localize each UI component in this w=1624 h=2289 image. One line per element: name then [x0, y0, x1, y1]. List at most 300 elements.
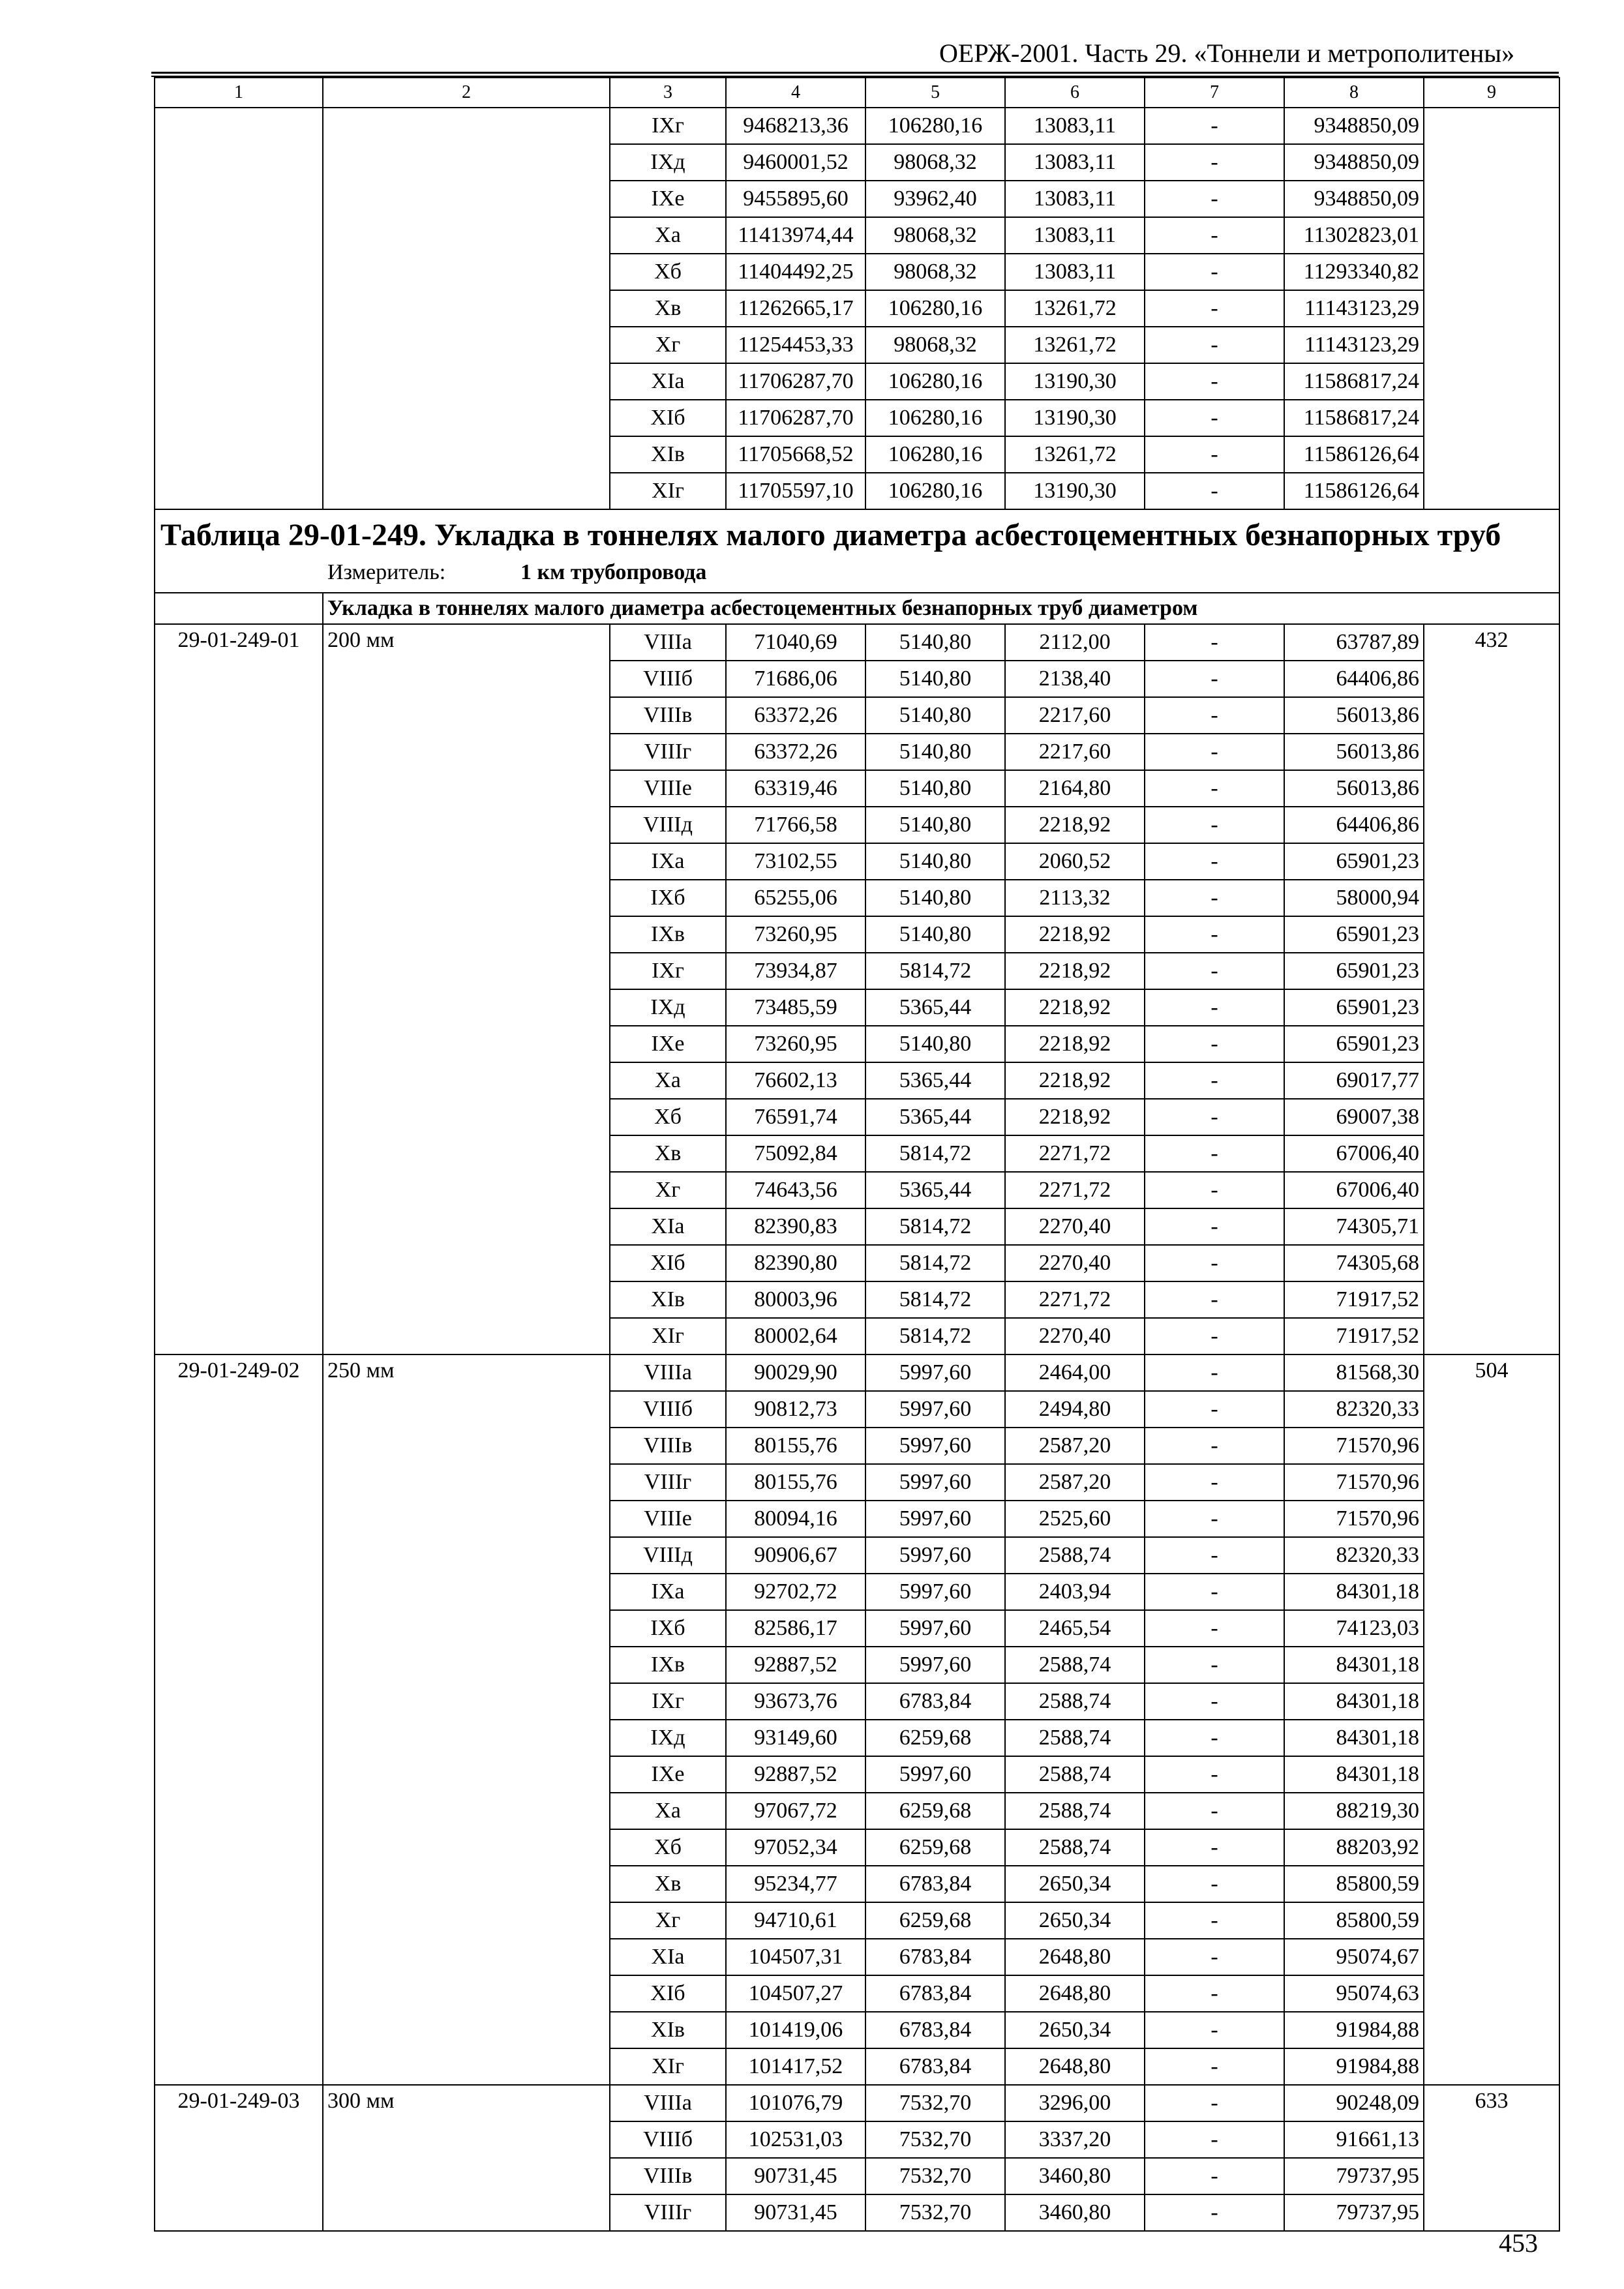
- value-cell: -: [1145, 144, 1284, 181]
- value-cell: -: [1145, 181, 1284, 217]
- value-cell: 91984,88: [1284, 2048, 1424, 2085]
- value-cell: -: [1145, 807, 1284, 843]
- value-cell: -: [1145, 1829, 1284, 1866]
- value-cell: 6783,84: [865, 1939, 1005, 1975]
- value-cell: 5814,72: [865, 1318, 1005, 1354]
- region-class-cell: VIIIг: [610, 2194, 726, 2231]
- value-cell: 2650,34: [1005, 1902, 1145, 1939]
- value-cell: 75092,84: [726, 1135, 865, 1172]
- rate-name: 300 мм: [323, 2085, 610, 2231]
- value-cell: 2218,92: [1005, 916, 1145, 953]
- region-class-cell: Xв: [610, 1135, 726, 1172]
- value-cell: 5814,72: [865, 953, 1005, 989]
- value-cell: -: [1145, 400, 1284, 436]
- value-cell: 2588,74: [1005, 1720, 1145, 1756]
- labor-norm: 432: [1424, 624, 1559, 1354]
- value-cell: 64406,86: [1284, 661, 1424, 697]
- column-number: 4: [726, 78, 865, 108]
- region-class-cell: Xб: [610, 254, 726, 290]
- value-cell: 106280,16: [865, 436, 1005, 473]
- value-cell: 11586126,64: [1284, 436, 1424, 473]
- region-class-cell: VIIIб: [610, 1391, 726, 1428]
- value-cell: 5814,72: [865, 1281, 1005, 1318]
- value-cell: -: [1145, 1354, 1284, 1391]
- region-class-cell: IXд: [610, 1720, 726, 1756]
- value-cell: 5140,80: [865, 624, 1005, 661]
- value-cell: 65901,23: [1284, 1026, 1424, 1062]
- page-header: ОЕРЖ-2001. Часть 29. «Тоннели и метрополитены»: [939, 38, 1515, 68]
- value-cell: 104507,31: [726, 1939, 865, 1975]
- value-cell: 13190,30: [1005, 363, 1145, 400]
- value-cell: -: [1145, 290, 1284, 327]
- value-cell: 84301,18: [1284, 1647, 1424, 1683]
- region-class-cell: IXг: [610, 953, 726, 989]
- value-cell: 2270,40: [1005, 1245, 1145, 1281]
- value-cell: 2648,80: [1005, 2048, 1145, 2085]
- value-cell: -: [1145, 880, 1284, 916]
- value-cell: 6259,68: [865, 1902, 1005, 1939]
- value-cell: 2271,72: [1005, 1172, 1145, 1208]
- value-cell: 95234,77: [726, 1866, 865, 1902]
- value-cell: 6783,84: [865, 1683, 1005, 1720]
- region-class-cell: XIг: [610, 473, 726, 509]
- column-number: 5: [865, 78, 1005, 108]
- value-cell: -: [1145, 1537, 1284, 1574]
- region-class-cell: VIIIв: [610, 697, 726, 734]
- value-cell: -: [1145, 2085, 1284, 2121]
- region-class-cell: XIб: [610, 400, 726, 436]
- value-cell: 98068,32: [865, 144, 1005, 181]
- value-cell: 11706287,70: [726, 363, 865, 400]
- value-cell: 2218,92: [1005, 1062, 1145, 1099]
- value-cell: 84301,18: [1284, 1756, 1424, 1793]
- value-cell: 11404492,25: [726, 254, 865, 290]
- value-cell: 2588,74: [1005, 1537, 1145, 1574]
- value-cell: 2218,92: [1005, 989, 1145, 1026]
- value-cell: 84301,18: [1284, 1720, 1424, 1756]
- value-cell: -: [1145, 770, 1284, 807]
- value-cell: 71570,96: [1284, 1464, 1424, 1501]
- value-cell: 2112,00: [1005, 624, 1145, 661]
- value-cell: -: [1145, 108, 1284, 144]
- header-rule-top: [151, 72, 1559, 74]
- value-cell: 6783,84: [865, 2048, 1005, 2085]
- value-cell: -: [1145, 1026, 1284, 1062]
- value-cell: 65901,23: [1284, 989, 1424, 1026]
- value-cell: 2403,94: [1005, 1574, 1145, 1610]
- value-cell: 11293340,82: [1284, 254, 1424, 290]
- region-class-cell: IXд: [610, 989, 726, 1026]
- value-cell: 63787,89: [1284, 624, 1424, 661]
- region-class-cell: IXб: [610, 1610, 726, 1647]
- value-cell: 3337,20: [1005, 2121, 1145, 2158]
- region-class-cell: XIг: [610, 1318, 726, 1354]
- table-row: [155, 1354, 1559, 1391]
- value-cell: 2588,74: [1005, 1793, 1145, 1829]
- value-cell: 2588,74: [1005, 1829, 1145, 1866]
- value-cell: 11143123,29: [1284, 327, 1424, 363]
- value-cell: -: [1145, 1501, 1284, 1537]
- value-cell: 11302823,01: [1284, 217, 1424, 254]
- value-cell: -: [1145, 1939, 1284, 1975]
- empty-cell: [323, 108, 610, 509]
- value-cell: 65901,23: [1284, 916, 1424, 953]
- value-cell: 13083,11: [1005, 254, 1145, 290]
- value-cell: 7532,70: [865, 2121, 1005, 2158]
- value-cell: 101417,52: [726, 2048, 865, 2085]
- value-cell: 58000,94: [1284, 880, 1424, 916]
- value-cell: 2588,74: [1005, 1647, 1145, 1683]
- value-cell: 9460001,52: [726, 144, 865, 181]
- value-cell: 13261,72: [1005, 436, 1145, 473]
- value-cell: -: [1145, 1866, 1284, 1902]
- region-class-cell: IXв: [610, 1647, 726, 1683]
- value-cell: 74305,68: [1284, 1245, 1424, 1281]
- value-cell: 5140,80: [865, 661, 1005, 697]
- region-class-cell: VIIIа: [610, 2085, 726, 2121]
- value-cell: 2218,92: [1005, 953, 1145, 989]
- rate-code: 29-01-249-03: [155, 2085, 323, 2231]
- column-number: 3: [610, 78, 726, 108]
- value-cell: 2218,92: [1005, 1026, 1145, 1062]
- value-cell: 74643,56: [726, 1172, 865, 1208]
- value-cell: 11705668,52: [726, 436, 865, 473]
- value-cell: 2588,74: [1005, 1683, 1145, 1720]
- value-cell: 69017,77: [1284, 1062, 1424, 1099]
- region-class-cell: IXа: [610, 843, 726, 880]
- value-cell: 98068,32: [865, 327, 1005, 363]
- value-cell: -: [1145, 327, 1284, 363]
- rate-code: 29-01-249-02: [155, 1354, 323, 2085]
- value-cell: 88203,92: [1284, 1829, 1424, 1866]
- value-cell: -: [1145, 1683, 1284, 1720]
- value-cell: 82320,33: [1284, 1537, 1424, 1574]
- value-cell: 88219,30: [1284, 1793, 1424, 1829]
- table-title-row: [155, 509, 1559, 593]
- value-cell: 82586,17: [726, 1610, 865, 1647]
- value-cell: 5140,80: [865, 697, 1005, 734]
- empty-cell: [1424, 108, 1559, 509]
- value-cell: 2271,72: [1005, 1281, 1145, 1318]
- value-cell: -: [1145, 254, 1284, 290]
- value-cell: 5365,44: [865, 989, 1005, 1026]
- value-cell: 5997,60: [865, 1354, 1005, 1391]
- region-class-cell: Xв: [610, 290, 726, 327]
- value-cell: -: [1145, 1647, 1284, 1683]
- value-cell: -: [1145, 1099, 1284, 1135]
- value-cell: 11706287,70: [726, 400, 865, 436]
- region-class-cell: XIг: [610, 2048, 726, 2085]
- column-number: 2: [323, 78, 610, 108]
- value-cell: 2588,74: [1005, 1756, 1145, 1793]
- labor-norm: 504: [1424, 1354, 1559, 2085]
- value-cell: 2217,60: [1005, 697, 1145, 734]
- value-cell: 73102,55: [726, 843, 865, 880]
- value-cell: 98068,32: [865, 254, 1005, 290]
- value-cell: 73934,87: [726, 953, 865, 989]
- value-cell: -: [1145, 1318, 1284, 1354]
- value-cell: -: [1145, 1720, 1284, 1756]
- value-cell: 2218,92: [1005, 1099, 1145, 1135]
- column-number: 7: [1145, 78, 1284, 108]
- value-cell: 6783,84: [865, 2012, 1005, 2048]
- value-cell: 2271,72: [1005, 1135, 1145, 1172]
- value-cell: 85800,59: [1284, 1902, 1424, 1939]
- value-cell: 80094,16: [726, 1501, 865, 1537]
- value-cell: 5140,80: [865, 807, 1005, 843]
- value-cell: 6783,84: [865, 1975, 1005, 2012]
- value-cell: 7532,70: [865, 2158, 1005, 2194]
- value-cell: 11586126,64: [1284, 473, 1424, 509]
- region-class-cell: IXа: [610, 1574, 726, 1610]
- value-cell: 2164,80: [1005, 770, 1145, 807]
- value-cell: 71686,06: [726, 661, 865, 697]
- value-cell: 6259,68: [865, 1720, 1005, 1756]
- value-cell: -: [1145, 1245, 1284, 1281]
- value-cell: 2650,34: [1005, 1866, 1145, 1902]
- region-class-cell: VIIIв: [610, 1428, 726, 1464]
- value-cell: -: [1145, 1902, 1284, 1939]
- value-cell: 11586817,24: [1284, 363, 1424, 400]
- region-class-cell: Xб: [610, 1099, 726, 1135]
- value-cell: 13083,11: [1005, 144, 1145, 181]
- value-cell: 3296,00: [1005, 2085, 1145, 2121]
- value-cell: 13190,30: [1005, 473, 1145, 509]
- value-cell: 13261,72: [1005, 290, 1145, 327]
- region-class-cell: IXд: [610, 144, 726, 181]
- value-cell: -: [1145, 473, 1284, 509]
- region-class-cell: XIв: [610, 2012, 726, 2048]
- value-cell: 9468213,36: [726, 108, 865, 144]
- value-cell: 9455895,60: [726, 181, 865, 217]
- value-cell: 82390,80: [726, 1245, 865, 1281]
- region-class-cell: VIIIа: [610, 1354, 726, 1391]
- value-cell: 63319,46: [726, 770, 865, 807]
- column-number: 9: [1424, 78, 1559, 108]
- value-cell: 69007,38: [1284, 1099, 1424, 1135]
- value-cell: 67006,40: [1284, 1135, 1424, 1172]
- region-class-cell: XIв: [610, 436, 726, 473]
- value-cell: -: [1145, 1793, 1284, 1829]
- value-cell: 5997,60: [865, 1428, 1005, 1464]
- value-cell: -: [1145, 1574, 1284, 1610]
- value-cell: 92887,52: [726, 1647, 865, 1683]
- column-number: 8: [1284, 78, 1424, 108]
- value-cell: 92702,72: [726, 1574, 865, 1610]
- labor-norm: 633: [1424, 2085, 1559, 2231]
- subheader: Укладка в тоннелях малого диаметра асбестоцементных безнапорных труб диаметром: [323, 593, 1559, 624]
- value-cell: 5997,60: [865, 1391, 1005, 1428]
- region-class-cell: IXе: [610, 181, 726, 217]
- value-cell: 3460,80: [1005, 2194, 1145, 2231]
- value-cell: -: [1145, 1172, 1284, 1208]
- table-row: [155, 624, 1559, 661]
- value-cell: -: [1145, 2194, 1284, 2231]
- region-class-cell: IXв: [610, 916, 726, 953]
- value-cell: 90812,73: [726, 1391, 865, 1428]
- value-cell: 85800,59: [1284, 1866, 1424, 1902]
- value-cell: 80155,76: [726, 1428, 865, 1464]
- value-cell: 2218,92: [1005, 807, 1145, 843]
- region-class-cell: XIа: [610, 1939, 726, 1975]
- value-cell: -: [1145, 953, 1284, 989]
- value-cell: 7532,70: [865, 2194, 1005, 2231]
- value-cell: 2217,60: [1005, 734, 1145, 770]
- region-class-cell: VIIIд: [610, 807, 726, 843]
- subheader-row: [155, 593, 1559, 624]
- value-cell: 74123,03: [1284, 1610, 1424, 1647]
- value-cell: 71570,96: [1284, 1428, 1424, 1464]
- rate-code: 29-01-249-01: [155, 624, 323, 1354]
- region-class-cell: Xа: [610, 1062, 726, 1099]
- value-cell: 5997,60: [865, 1647, 1005, 1683]
- value-cell: 97052,34: [726, 1829, 865, 1866]
- region-class-cell: Xг: [610, 1172, 726, 1208]
- rates-table: [154, 77, 1560, 2232]
- value-cell: 71766,58: [726, 807, 865, 843]
- value-cell: 65255,06: [726, 880, 865, 916]
- region-class-cell: XIа: [610, 1208, 726, 1245]
- value-cell: 2648,80: [1005, 1939, 1145, 1975]
- value-cell: 11413974,44: [726, 217, 865, 254]
- value-cell: -: [1145, 2012, 1284, 2048]
- table-title: Таблица 29-01-249. Укладка в тоннелях малого диаметра асбестоцементных безнапорных труб: [160, 518, 1501, 552]
- measure-line: [160, 554, 1554, 589]
- value-cell: 5814,72: [865, 1135, 1005, 1172]
- value-cell: 90731,45: [726, 2194, 865, 2231]
- value-cell: 82320,33: [1284, 1391, 1424, 1428]
- value-cell: 2587,20: [1005, 1464, 1145, 1501]
- value-cell: 79737,95: [1284, 2194, 1424, 2231]
- value-cell: 90248,09: [1284, 2085, 1424, 2121]
- value-cell: -: [1145, 697, 1284, 734]
- value-cell: 6259,68: [865, 1829, 1005, 1866]
- region-class-cell: Xв: [610, 1866, 726, 1902]
- value-cell: 95074,67: [1284, 1939, 1424, 1975]
- value-cell: 5140,80: [865, 1026, 1005, 1062]
- rate-name: 200 мм: [323, 624, 610, 1354]
- value-cell: -: [1145, 1610, 1284, 1647]
- region-class-cell: IXг: [610, 1683, 726, 1720]
- value-cell: -: [1145, 624, 1284, 661]
- value-cell: -: [1145, 1135, 1284, 1172]
- table-row: [155, 2085, 1559, 2121]
- region-class-cell: XIв: [610, 1281, 726, 1318]
- value-cell: 93962,40: [865, 181, 1005, 217]
- value-cell: 9348850,09: [1284, 108, 1424, 144]
- value-cell: 5140,80: [865, 916, 1005, 953]
- value-cell: 5997,60: [865, 1501, 1005, 1537]
- region-class-cell: IXб: [610, 880, 726, 916]
- measure-label: Измеритель:: [327, 560, 446, 584]
- value-cell: 101076,79: [726, 2085, 865, 2121]
- value-cell: 106280,16: [865, 400, 1005, 436]
- value-cell: 74305,71: [1284, 1208, 1424, 1245]
- empty-cell: [155, 108, 323, 509]
- value-cell: 5997,60: [865, 1574, 1005, 1610]
- value-cell: 2270,40: [1005, 1318, 1145, 1354]
- value-cell: 13261,72: [1005, 327, 1145, 363]
- value-cell: 73260,95: [726, 1026, 865, 1062]
- region-class-cell: VIIIв: [610, 2158, 726, 2194]
- value-cell: 2113,32: [1005, 880, 1145, 916]
- column-number-row: [155, 78, 1559, 108]
- value-cell: 11262665,17: [726, 290, 865, 327]
- value-cell: 2270,40: [1005, 1208, 1145, 1245]
- value-cell: 2464,00: [1005, 1354, 1145, 1391]
- value-cell: 80155,76: [726, 1464, 865, 1501]
- value-cell: 6259,68: [865, 1793, 1005, 1829]
- value-cell: 94710,61: [726, 1902, 865, 1939]
- value-cell: 80002,64: [726, 1318, 865, 1354]
- value-cell: 5140,80: [865, 880, 1005, 916]
- value-cell: 5814,72: [865, 1245, 1005, 1281]
- value-cell: 13190,30: [1005, 400, 1145, 436]
- region-class-cell: VIIIг: [610, 734, 726, 770]
- value-cell: 5997,60: [865, 1756, 1005, 1793]
- value-cell: 76602,13: [726, 1062, 865, 1099]
- value-cell: 90029,90: [726, 1354, 865, 1391]
- value-cell: 5997,60: [865, 1537, 1005, 1574]
- empty-cell: [155, 593, 323, 624]
- value-cell: -: [1145, 1756, 1284, 1793]
- value-cell: 97067,72: [726, 1793, 865, 1829]
- value-cell: 2650,34: [1005, 2012, 1145, 2048]
- value-cell: 80003,96: [726, 1281, 865, 1318]
- rate-name: 250 мм: [323, 1354, 610, 2085]
- value-cell: 2525,60: [1005, 1501, 1145, 1537]
- value-cell: 95074,63: [1284, 1975, 1424, 2012]
- value-cell: -: [1145, 1208, 1284, 1245]
- value-cell: 6783,84: [865, 1866, 1005, 1902]
- value-cell: 65901,23: [1284, 953, 1424, 989]
- region-class-cell: VIIIе: [610, 1501, 726, 1537]
- value-cell: 5365,44: [865, 1172, 1005, 1208]
- region-class-cell: VIIIд: [610, 1537, 726, 1574]
- value-cell: 56013,86: [1284, 697, 1424, 734]
- value-cell: 9348850,09: [1284, 181, 1424, 217]
- value-cell: 71040,69: [726, 624, 865, 661]
- page-number: 453: [1499, 2228, 1538, 2258]
- region-class-cell: VIIIб: [610, 661, 726, 697]
- value-cell: 5140,80: [865, 843, 1005, 880]
- value-cell: 93673,76: [726, 1683, 865, 1720]
- value-cell: -: [1145, 916, 1284, 953]
- value-cell: 5997,60: [865, 1610, 1005, 1647]
- value-cell: 11143123,29: [1284, 290, 1424, 327]
- value-cell: 106280,16: [865, 290, 1005, 327]
- value-cell: 101419,06: [726, 2012, 865, 2048]
- value-cell: 106280,16: [865, 108, 1005, 144]
- value-cell: 13083,11: [1005, 181, 1145, 217]
- value-cell: 5140,80: [865, 770, 1005, 807]
- value-cell: -: [1145, 843, 1284, 880]
- value-cell: 65901,23: [1284, 843, 1424, 880]
- value-cell: 90731,45: [726, 2158, 865, 2194]
- value-cell: 2587,20: [1005, 1428, 1145, 1464]
- value-cell: 9348850,09: [1284, 144, 1424, 181]
- value-cell: 2138,40: [1005, 661, 1145, 697]
- region-class-cell: IXе: [610, 1026, 726, 1062]
- value-cell: 82390,83: [726, 1208, 865, 1245]
- value-cell: 5997,60: [865, 1464, 1005, 1501]
- value-cell: 7532,70: [865, 2085, 1005, 2121]
- value-cell: 63372,26: [726, 697, 865, 734]
- value-cell: -: [1145, 217, 1284, 254]
- region-class-cell: VIIIа: [610, 624, 726, 661]
- value-cell: 91984,88: [1284, 2012, 1424, 2048]
- value-cell: 84301,18: [1284, 1574, 1424, 1610]
